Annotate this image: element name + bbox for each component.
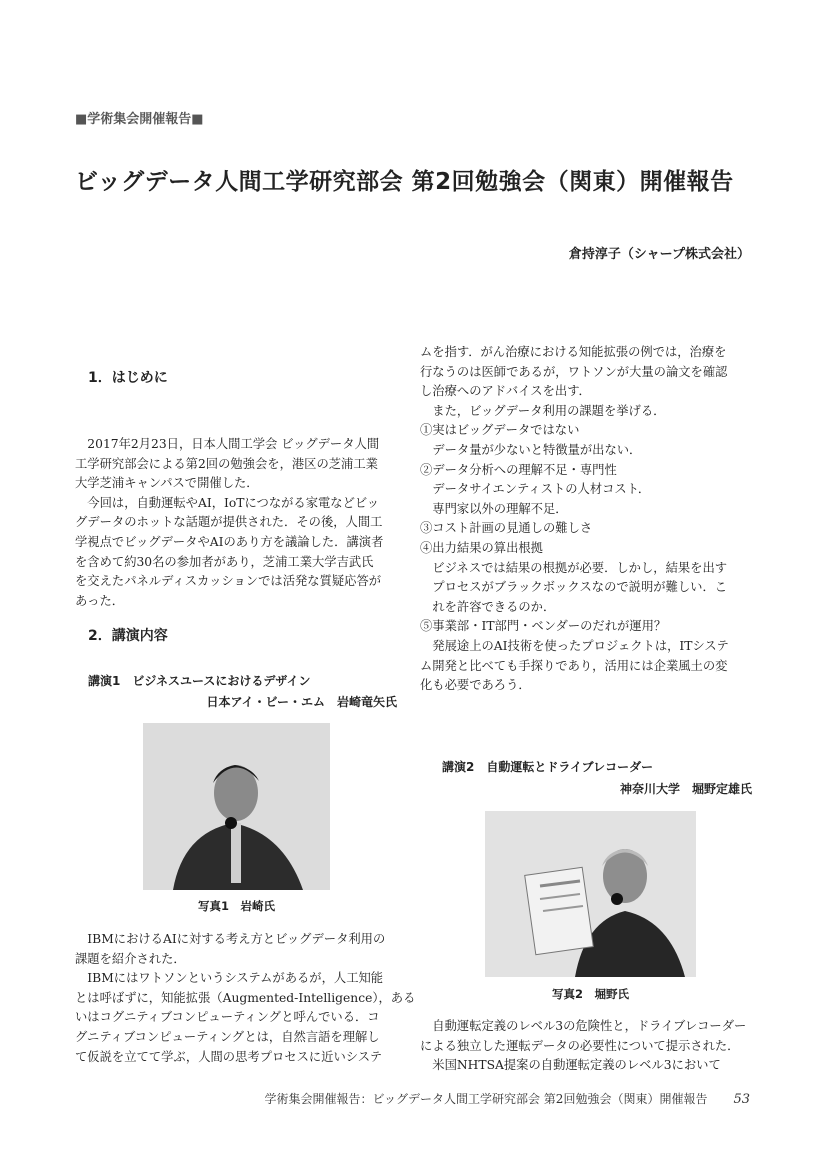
page-number: 53 <box>733 1092 750 1107</box>
section-2-heading: 2．講演内容 <box>88 628 168 644</box>
text-line: 行なうのは医師であるが，ワトソンが大量の論文を確認 <box>420 364 728 379</box>
lecture-1-affiliation: 日本アイ・ビー・エム 岩崎竜矢氏 <box>206 695 397 709</box>
text-line: 化も必要であろう． <box>420 678 531 693</box>
text-line: 発展途上のAI技術を使ったプロジェクトは，ITシステ <box>420 638 729 653</box>
speaker-photo-2 <box>485 811 696 977</box>
text-line: れを許容できるのか． <box>420 599 556 614</box>
text-line: 課題を紹介された． <box>75 951 186 966</box>
text-line: ビジネスでは結果の根拠が必要．しかし，結果を出す <box>420 560 728 575</box>
text-line: グデータのホットな話題が提供された．その後，人間工 <box>75 515 383 530</box>
text-line: あった． <box>75 593 125 608</box>
text-line: 2017年2月23日，日本人間工学会 ビッグデータ人間 <box>75 437 380 451</box>
lecture-2-body <box>420 1017 755 1076</box>
lecture-2-title: 講演2 自動運転とドライブレコーダー <box>442 760 654 774</box>
lecture-2-affiliation: 神奈川大学 堀野定雄氏 <box>619 782 752 796</box>
text-line: データ量が少ないと特徴量が出ない． <box>420 442 642 457</box>
author: 倉持淳子（シャープ株式会社） <box>568 247 750 262</box>
speaker-photo-1 <box>143 723 330 890</box>
right-column-body <box>420 343 745 696</box>
lecture-1-title: 講演1 ビジネスユースにおけるデザイン <box>88 674 311 688</box>
text-line: データサイエンティストの人材コスト． <box>420 482 651 497</box>
page-footer <box>264 1090 750 1107</box>
photo-1 <box>143 723 330 890</box>
text-line: ③コスト計画の見通しの難しさ <box>420 521 593 536</box>
text-line: ④出力結果の算出根拠 <box>420 540 543 555</box>
text-line: いはコグニティブコンピューティングと呼んでいる．コ <box>75 1010 380 1025</box>
text-line: 学視点でビッグデータやAIのあり方を議論した．講演者 <box>75 534 384 549</box>
page-title: ビッグデータ人間工学研究部会 第2回勉強会（関東）開催報告 <box>75 169 734 195</box>
text-line: グニティブコンピューティングとは，自然言語を理解し <box>75 1029 380 1044</box>
text-line: ②データ分析への理解不足・専門性 <box>420 462 617 477</box>
lecture-1-body <box>75 930 416 1067</box>
text-line: による独立した運転データの必要性について提示された． <box>420 1038 740 1053</box>
running-title: 学術集会開催報告：ビッグデータ人間工学研究部会 第2回勉強会（関東）開催報告 <box>264 1092 708 1106</box>
text-line: を交えたパネルディスカッションでは活発な質疑応答が <box>75 574 382 589</box>
photo-2-caption: 写真2 堀野氏 <box>551 987 629 1001</box>
text-line: 自動運転定義のレベル3の危険性と，ドライブレコーダー <box>420 1019 747 1033</box>
text-line: 今回は，自動運転やAI，IoTにつながる家電などビッ <box>75 495 379 510</box>
section-kicker: ■学術集会開催報告■ <box>75 112 204 127</box>
text-line: ⑤事業部・IT部門・ベンダーのだれが運用？ <box>420 619 667 634</box>
text-line: 大学芝浦キャンパスで開催した． <box>75 476 259 491</box>
text-line: 米国NHTSA提案の自動運転定義のレベル3において <box>420 1058 721 1073</box>
text-line: プロセスがブラックボックスなので説明が難しい．こ <box>420 580 728 595</box>
text-line: ①実はビッグデータではない <box>420 423 580 438</box>
text-line: を含めて約30名の参加者があり，芝浦工業大学吉武氏 <box>75 554 374 569</box>
text-line: IBMにおけるAIに対する考え方とビッグデータ利用の <box>75 932 386 946</box>
text-line: 工学研究部会による第2回の勉強会を，港区の芝浦工業 <box>75 456 378 471</box>
section-1-body <box>75 435 400 611</box>
text-line: 専門家以外の理解不足． <box>420 501 568 516</box>
photo-2 <box>485 811 696 977</box>
text-line: また，ビッグデータ利用の課題を挙げる． <box>420 403 666 418</box>
text-line: とは呼ばずに，知能拡張（Augmented-Intelligence），ある <box>75 990 416 1005</box>
text-line: ム開発と比べても手探りであり，活用には企業風土の変 <box>420 658 728 673</box>
text-line: て仮説を立てて学ぶ，人間の思考プロセスに近いシステ <box>75 1049 383 1064</box>
section-1-heading: 1．はじめに <box>88 370 168 386</box>
text-line: し治療へのアドバイスを出す． <box>420 384 591 399</box>
text-line: ムを指す．がん治療における知能拡張の例では，治療を <box>420 345 727 359</box>
text-line: IBMにはワトソンというシステムがあるが，人工知能 <box>75 971 384 986</box>
photo-1-caption: 写真1 岩崎氏 <box>197 899 275 913</box>
